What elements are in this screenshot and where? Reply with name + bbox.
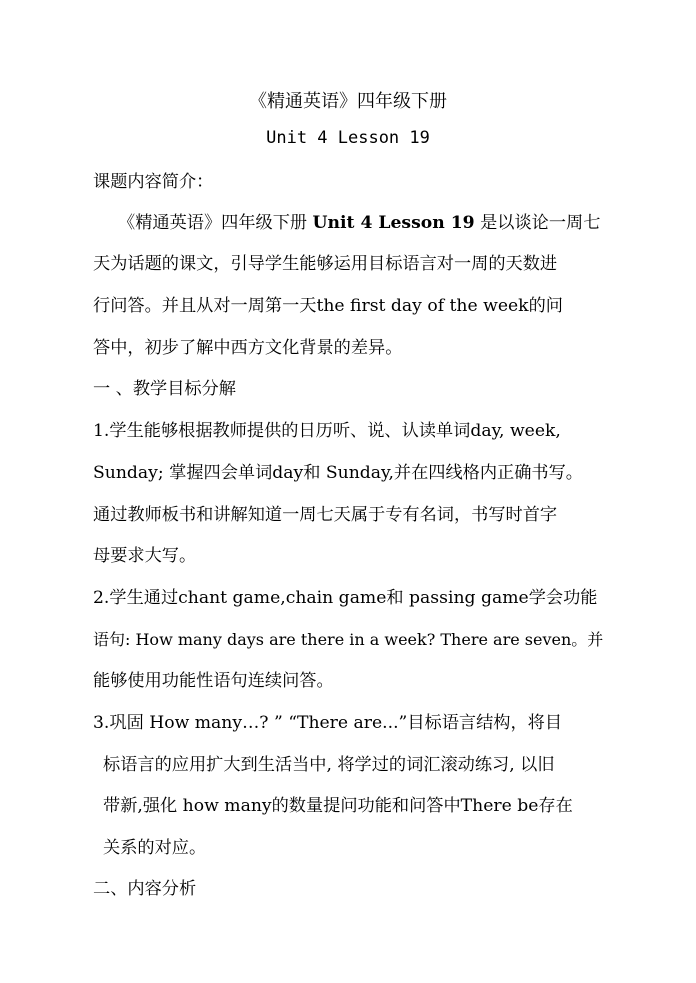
intro-line-3: 行问答。并且从对一周第一天the first day of the week的问 [93,296,563,316]
objective-1-line-3: 通过教师板书和讲解知道一周七天属于专有名词，书写时首字 [93,505,558,525]
intro-line-1 [118,211,633,235]
intro-lesson-reference: Unit 4 Lesson 19 [312,213,475,233]
objective-3-line-4: 关系的对应。 [103,838,207,858]
objective-3-line-2: 标语言的应用扩大到生活当中, 将学过的词汇滚动练习, 以旧 [103,755,555,775]
objective-2-line-2: 语句: How many days are there in a week? There are seven。并 [93,630,604,649]
objective-3-line-3: 带新,强化 how many的数量提问功能和问答中There be存在 [103,796,573,816]
intro-line-1-pre: 《精通英语》四年级下册 [118,213,313,233]
intro-heading: 课题内容简介： [93,172,214,192]
document-title: 《精通英语》四年级下册 [249,91,447,112]
section-heading-objectives: 一 、教学目标分解 [93,379,236,399]
intro-line-1-post: 是以谈论一周七 [474,213,601,233]
objective-1-line-4: 母要求大写。 [93,546,197,566]
objective-3-line-1: 3.巩固 How many…? ” “There are...”目标语言结构，将目 [93,713,563,733]
objective-1-line-2: Sunday; 掌握四会单词day和 Sunday,并在四线格内正确书写。 [93,463,583,483]
objective-2-line-3: 能够使用功能性语句连续问答。 [93,671,334,691]
intro-line-4: 答中，初步了解中西方文化背景的差异。 [93,338,403,358]
objective-1-line-1: 1.学生能够根据教师提供的日历听、说、认读单词day, week, [93,421,561,441]
document-subtitle: Unit 4 Lesson 19 [266,128,430,148]
objective-2-line-1: 2.学生通过chant game,chain game和 passing game学会功能 [93,588,598,608]
intro-line-2: 天为话题的课文，引导学生能够运用目标语言对一周的天数进 [93,254,558,274]
section-heading-content-analysis: 二、内容分析 [93,879,197,899]
